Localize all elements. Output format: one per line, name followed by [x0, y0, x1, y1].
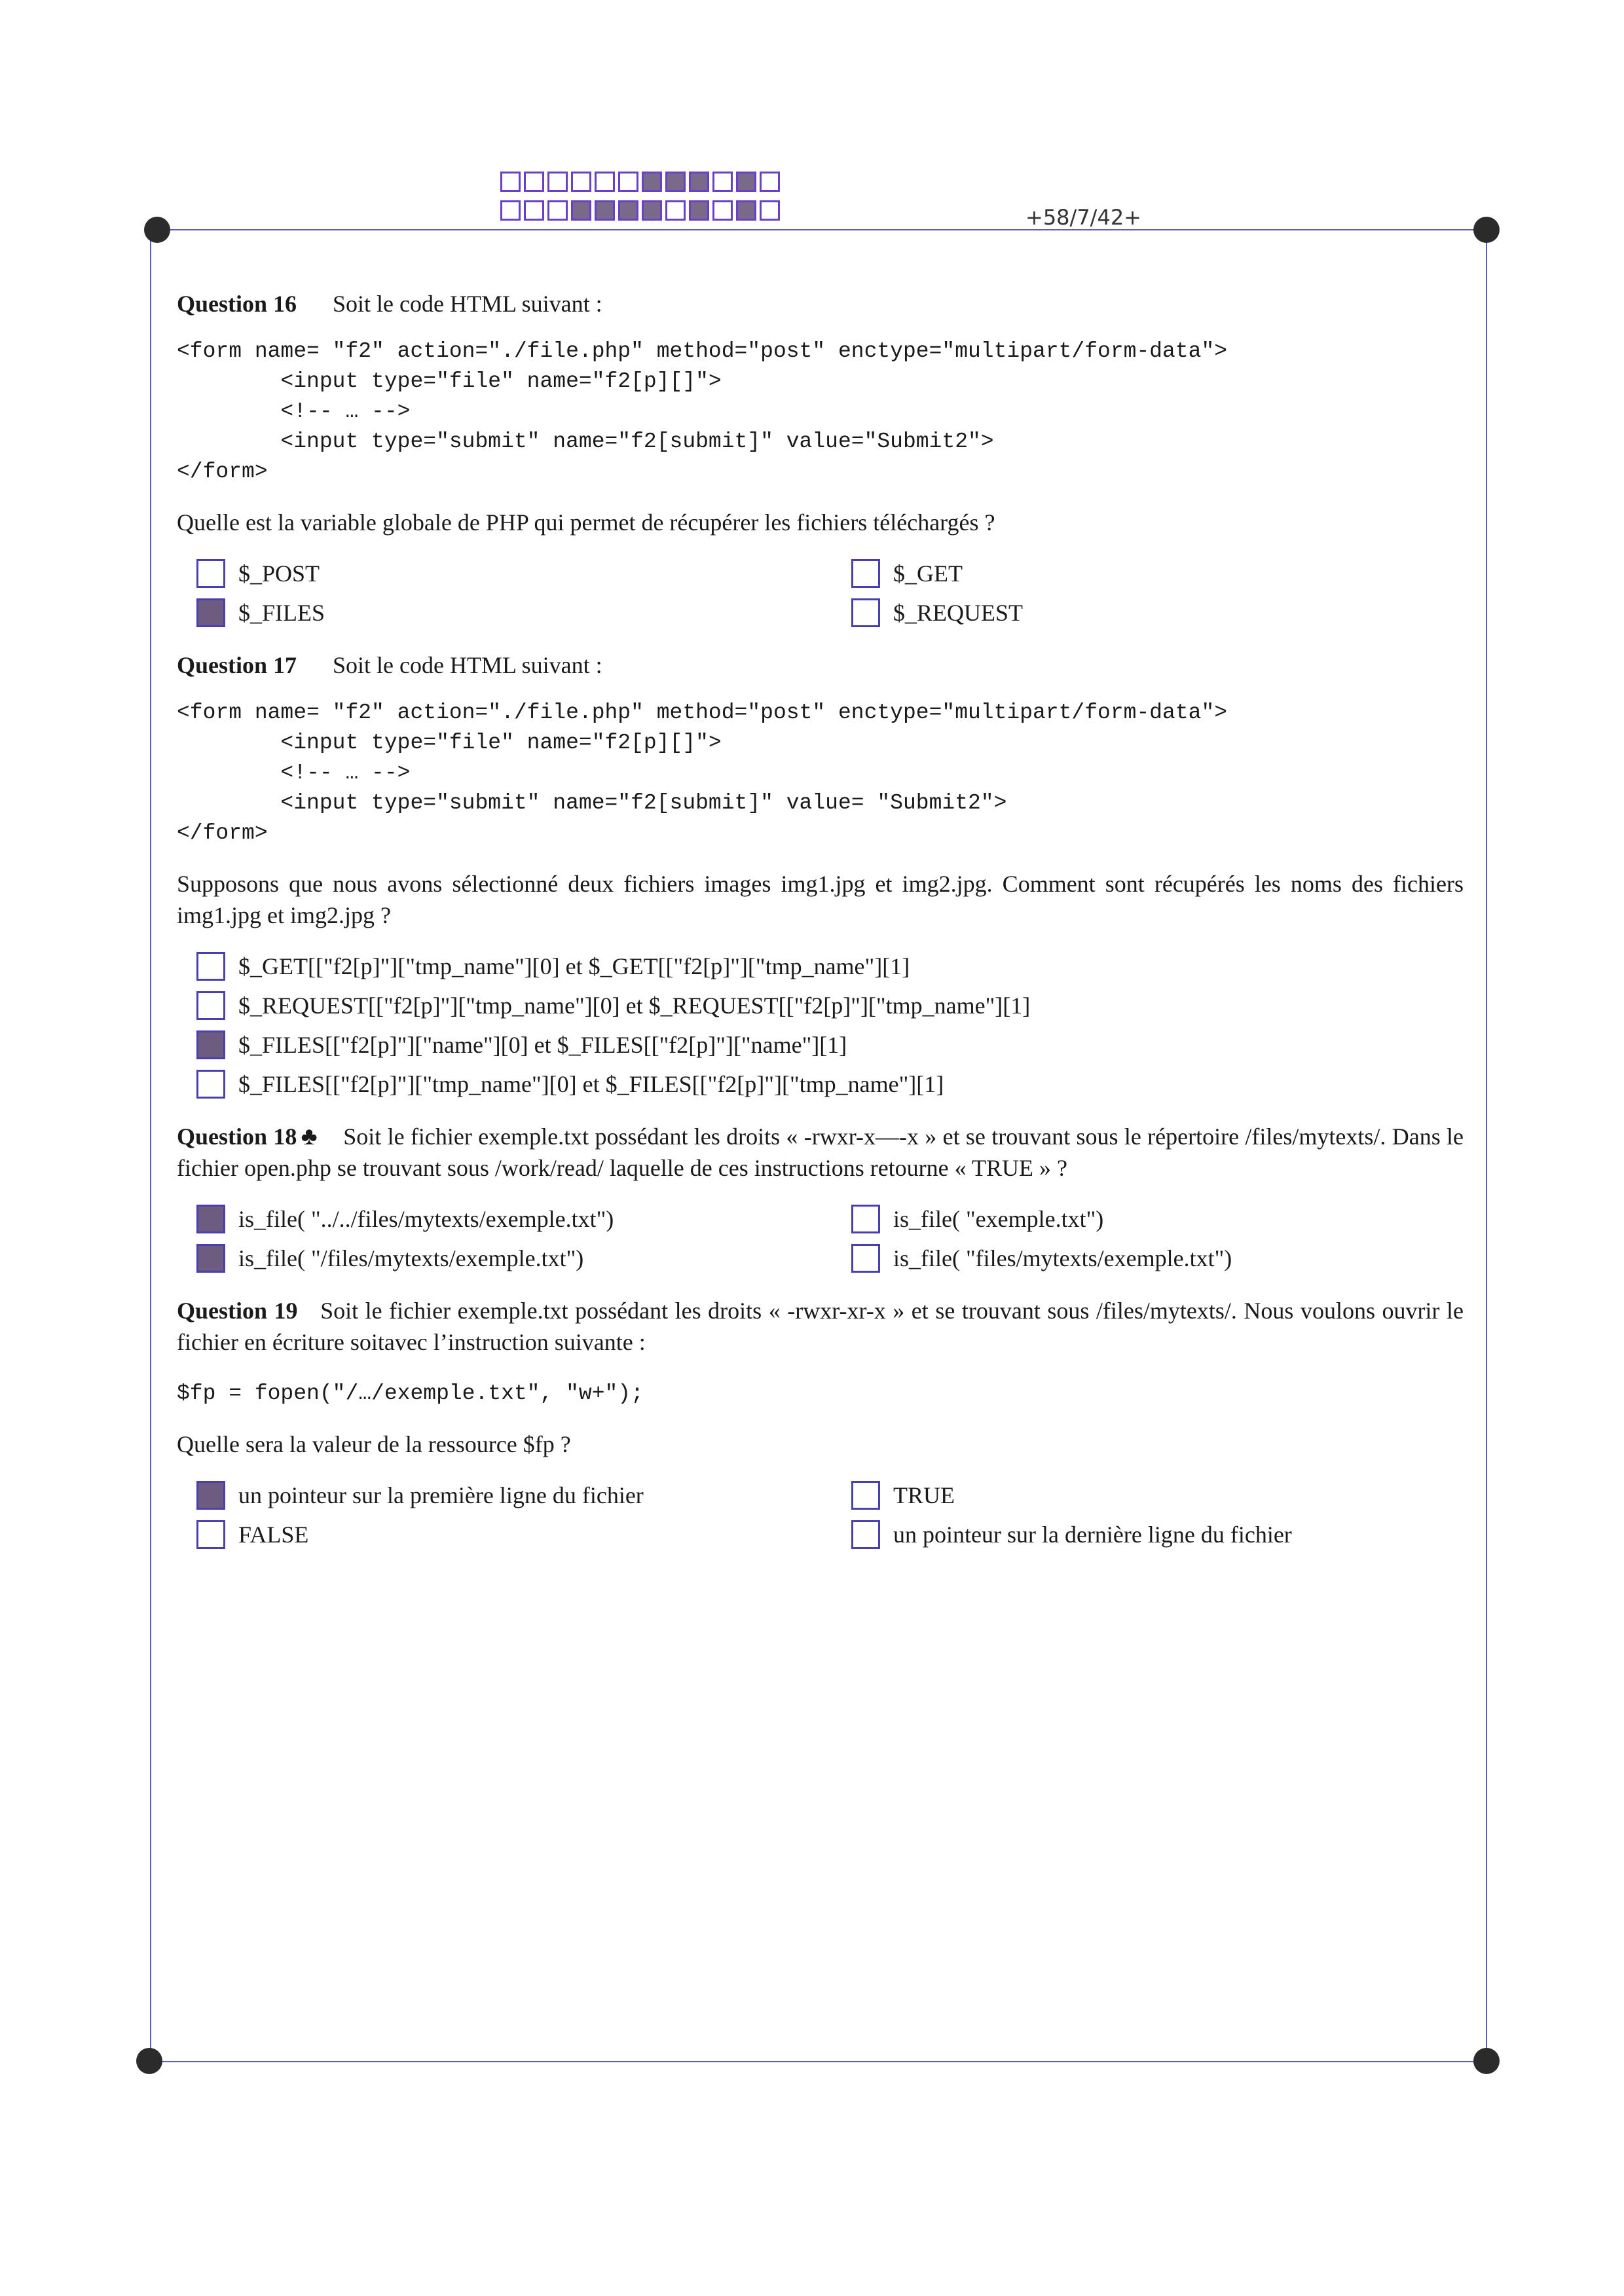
answer-label: $_REQUEST[["f2[p]"]["tmp_name"][0] et $_REQUEST[["f2[p]"]["tmp_name"][1] [238, 993, 1031, 1019]
answer-label: $_FILES[["f2[p]"]["name"][0] et $_FILES[["f2[p]"]["name"][1] [238, 1032, 847, 1058]
barcode-cell [524, 172, 544, 192]
checkbox[interactable] [196, 1481, 225, 1510]
barcode-cell [571, 172, 591, 192]
question-heading [177, 288, 1464, 319]
barcode-cell [665, 172, 686, 192]
answer-option[interactable] [196, 952, 1464, 981]
answer-label: is_file( "exemple.txt") [893, 1206, 1104, 1232]
question-16 [177, 288, 1464, 627]
answer-label: is_file( "files/mytexts/exemple.txt") [893, 1245, 1232, 1271]
barcode-cell [547, 200, 568, 221]
question-label: Question 16 [177, 291, 297, 317]
barcode-cell [618, 200, 638, 221]
answer-label: is_file( "../../files/mytexts/exemple.txt") [238, 1206, 614, 1232]
barcode-cell [760, 172, 780, 192]
answer-option[interactable] [196, 1030, 1464, 1059]
barcode-cell [642, 172, 662, 192]
answer-option[interactable] [196, 1520, 851, 1549]
frame-left-line [150, 229, 151, 2062]
checkbox[interactable] [851, 1481, 880, 1510]
question-text: Quelle est la variable globale de PHP qui permet de récupérer les fichiers téléchargés ? [177, 509, 995, 536]
answer-option[interactable] [196, 991, 1464, 1020]
answer-label: $_FILES[["f2[p]"]["tmp_name"][0] et $_FILES[["f2[p]"]["tmp_name"][1] [238, 1071, 944, 1097]
answer-grid [196, 1481, 1464, 1549]
answer-option[interactable] [196, 598, 851, 627]
barcode-row-2 [500, 200, 783, 221]
checkbox[interactable] [196, 991, 225, 1020]
barcode-cell [736, 200, 756, 221]
barcode-cell [547, 172, 568, 192]
answer-option[interactable] [196, 559, 851, 588]
question-label: Question 17 [177, 652, 297, 678]
barcode-cell [712, 172, 733, 192]
frame-top-line [157, 229, 1486, 230]
checkbox[interactable] [196, 1520, 225, 1549]
answer-label: is_file( "/files/mytexts/exemple.txt") [238, 1245, 584, 1271]
question-17 [177, 649, 1464, 1099]
frame-bottom-line [151, 2061, 1486, 2062]
code-block: <form name= "f2" action="./file.php" method="post" enctype="multipart/form-data"> <input type="file" name="f2[p][]"> <!-- … --> <input type="submit" name="f2[submit]" value="Submit2"> </form> [177, 339, 1228, 484]
barcode-cell [760, 200, 780, 221]
barcode-row-1 [500, 172, 783, 192]
page-id: +58/7/42+ [1025, 205, 1141, 230]
answer-option[interactable] [851, 598, 1483, 627]
answer-option[interactable] [851, 1481, 1483, 1510]
barcode-cell [571, 200, 591, 221]
answer-grid [196, 559, 1464, 627]
answer-label: $_FILES [238, 600, 325, 626]
question-heading [177, 1121, 1464, 1184]
question-intro: Soit le code HTML suivant : [333, 291, 602, 317]
barcode-cell [524, 200, 544, 221]
question-heading [177, 649, 1464, 681]
checkbox[interactable] [851, 1520, 880, 1549]
question-text: Quelle sera la valeur de la ressource $fp ? [177, 1431, 571, 1457]
checkbox[interactable] [196, 1244, 225, 1273]
answer-label: $_GET[["f2[p]"]["tmp_name"][0] et $_GET[["f2[p]"]["tmp_name"][1] [238, 953, 910, 979]
frame-right-line [1486, 229, 1487, 2062]
answer-label: un pointeur sur la première ligne du fichier [238, 1482, 644, 1508]
question-label: Question 18 [177, 1123, 297, 1150]
question-text: Supposons que nous avons sélectionné deux fichiers images img1.jpg et img2.jpg. Comment sont récupérés les noms des fichiers img1.jpg et img2.jpg ? [177, 871, 1464, 928]
answer-label: $_REQUEST [893, 600, 1023, 626]
barcode-cell [618, 172, 638, 192]
checkbox[interactable] [196, 559, 225, 588]
checkbox[interactable] [196, 598, 225, 627]
answer-label: FALSE [238, 1522, 309, 1548]
answer-option[interactable] [851, 559, 1483, 588]
answer-option[interactable] [196, 1205, 851, 1233]
answer-label: TRUE [893, 1482, 955, 1508]
corner-mark-top-right [1473, 217, 1500, 243]
checkbox[interactable] [851, 1244, 880, 1273]
barcode-cell [665, 200, 686, 221]
answer-option[interactable] [851, 1205, 1483, 1233]
answer-label: un pointeur sur la dernière ligne du fichier [893, 1522, 1292, 1548]
answer-option[interactable] [196, 1244, 851, 1273]
answer-list [196, 952, 1464, 1099]
barcode-cell [689, 172, 709, 192]
checkbox[interactable] [851, 559, 880, 588]
question-heading [177, 1295, 1464, 1358]
code-block: $fp = fopen("/…/exemple.txt", "w+"); [177, 1381, 644, 1406]
checkbox[interactable] [196, 1030, 225, 1059]
barcode-cell [595, 200, 615, 221]
barcode-cell [642, 200, 662, 221]
answer-label: $_GET [893, 560, 963, 587]
answer-option[interactable] [196, 1481, 851, 1510]
code-block: <form name= "f2" action="./file.php" method="post" enctype="multipart/form-data"> <input type="file" name="f2[p][]"> <!-- … --> <input type="submit" name="f2[submit]" value= "Submit2"> </form> [177, 701, 1228, 845]
barcode-cell [500, 200, 521, 221]
barcode-cell [500, 172, 521, 192]
checkbox[interactable] [851, 1205, 880, 1233]
question-intro: Soit le code HTML suivant : [333, 652, 602, 678]
checkbox[interactable] [196, 1205, 225, 1233]
barcode-cell [595, 172, 615, 192]
question-19 [177, 1295, 1464, 1549]
checkbox[interactable] [851, 598, 880, 627]
answer-option[interactable] [851, 1520, 1483, 1549]
answer-option[interactable] [851, 1244, 1483, 1273]
checkbox[interactable] [196, 952, 225, 981]
corner-mark-top-left [144, 217, 170, 243]
question-list [177, 288, 1464, 1571]
checkbox[interactable] [196, 1070, 225, 1099]
question-intro: Soit le fichier exemple.txt possédant les droits « -rwxr-x—-x » et se trouvant sous le répertoire /files/mytexts/. Dans le fichier open.php se trouvant sous /work/read/ laquelle de ces instructions retourne « TRUE » ? [177, 1123, 1464, 1181]
answer-option[interactable] [196, 1070, 1464, 1099]
club-icon: ♣ [301, 1123, 318, 1150]
corner-mark-bottom-right [1473, 2048, 1500, 2074]
barcode-cell [736, 172, 756, 192]
question-label: Question 19 [177, 1298, 298, 1324]
corner-mark-bottom-left [136, 2048, 162, 2074]
question-18 [177, 1121, 1464, 1273]
answer-label: $_POST [238, 560, 320, 587]
question-intro: Soit le fichier exemple.txt possédant les droits « -rwxr-xr-x » et se trouvant sous /files/mytexts/. Nous voulons ouvrir le fichier en écriture soitavec l’instruction suivante : [177, 1298, 1464, 1355]
barcode-cell [689, 200, 709, 221]
barcode-cell [712, 200, 733, 221]
answer-grid [196, 1205, 1464, 1273]
